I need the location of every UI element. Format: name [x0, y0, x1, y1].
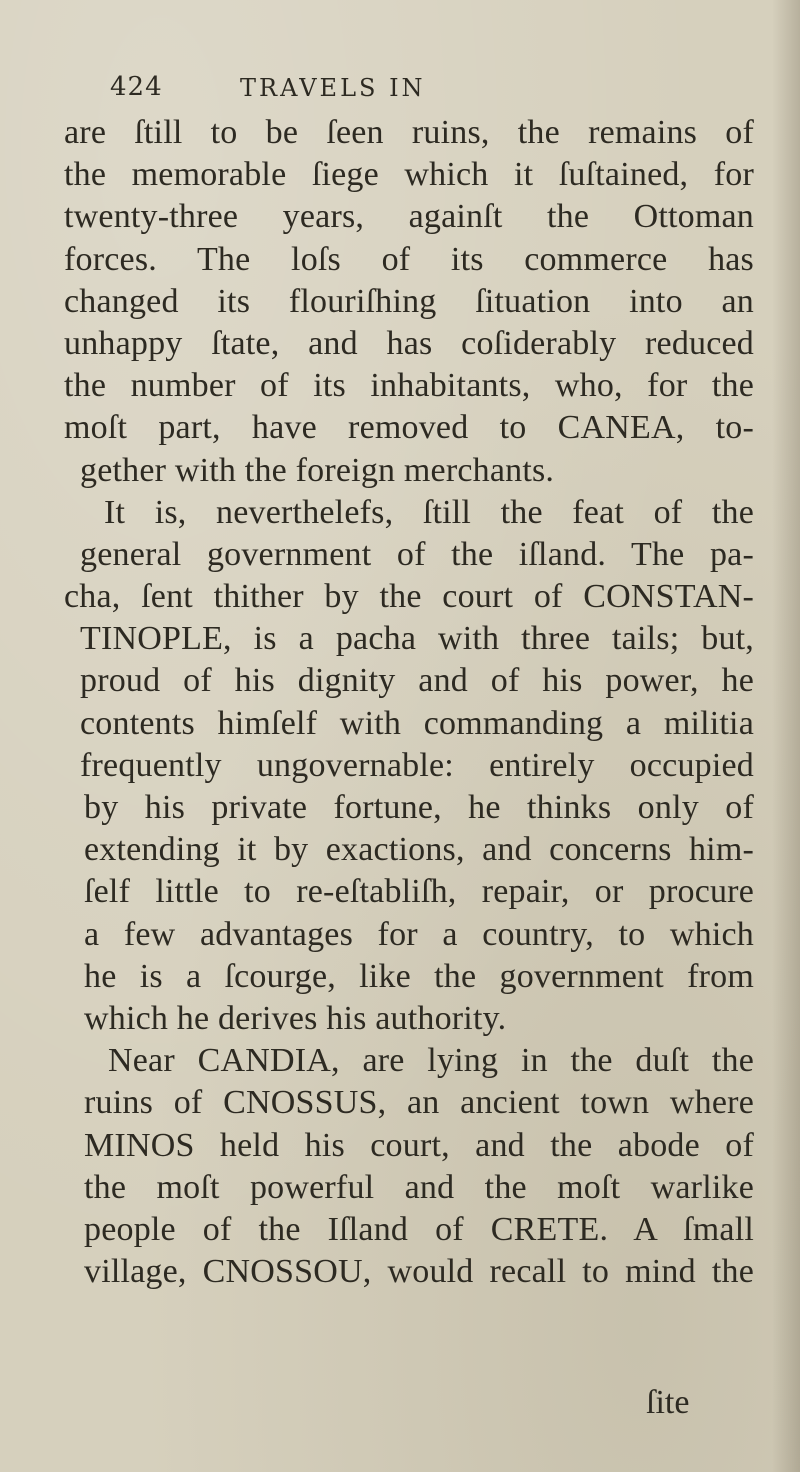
text-line: he is a ſcourge, like the government from: [84, 957, 754, 995]
text-line: cha, ſent thither by the court of CONSTAN-: [64, 578, 754, 616]
text-line: forces. The loſs of its commerce has: [64, 240, 754, 278]
text-line: are ſtill to be ſeen ruins, the remains of: [64, 114, 754, 151]
text-line: proud of his dignity and of his power, he: [80, 662, 754, 700]
text-line: village, CNOSSOU, would recall to mind the: [84, 1253, 754, 1291]
text-line: contents himſelf with commanding a militia: [80, 704, 754, 742]
text-line: gether with the foreign merchants.: [80, 451, 555, 489]
text-line: the number of its inhabitants, who, for the: [64, 367, 754, 405]
text-line: twenty-three years, againſt the Ottoman: [64, 198, 754, 236]
body-text: [64, 112, 754, 1293]
text-line: unhappy ſtate, and has coſiderably reduced: [64, 324, 754, 362]
running-title: TRAVELS IN: [240, 74, 426, 102]
text-line: changed its flouriſhing ſituation into an: [64, 282, 754, 320]
text-line: ruins of CNOSSUS, an ancient town where: [84, 1084, 754, 1122]
text-line: frequently ungovernable: entirely occupied: [80, 746, 754, 784]
text-line: people of the Iſland of CRETE. A ſmall: [84, 1210, 754, 1248]
page-edge-shadow: [772, 0, 800, 1472]
text-line: Near CANDIA, are lying in the duſt the: [108, 1042, 754, 1080]
text-line: general government of the iſland. The pa-: [80, 535, 754, 573]
text-line: MINOS held his court, and the abode of: [84, 1126, 754, 1164]
text-line: a few advantages for a country, to which: [84, 915, 754, 953]
page-number: 424: [110, 72, 163, 102]
catchword: ſite: [646, 1384, 690, 1421]
text-line: the memorable ſiege which it ſuſtained, for: [64, 156, 754, 194]
text-line: TINOPLE, is a pacha with three tails; but,: [80, 620, 754, 658]
text-line: by his private fortune, he thinks only of: [84, 789, 754, 826]
running-head: [110, 72, 710, 112]
text-line: moſt part, have removed to CANEA, to-: [64, 409, 754, 447]
text-line: which he derives his authority.: [84, 999, 507, 1037]
text-line: It is, neverthelefs, ſtill the feat of the: [104, 493, 754, 531]
text-line: the moſt powerful and the moſt warlike: [84, 1168, 754, 1206]
text-line: ſelf little to re-eſtabliſh, repair, or procure: [84, 873, 754, 911]
text-line: extending it by exactions, and concerns him-: [84, 831, 754, 869]
